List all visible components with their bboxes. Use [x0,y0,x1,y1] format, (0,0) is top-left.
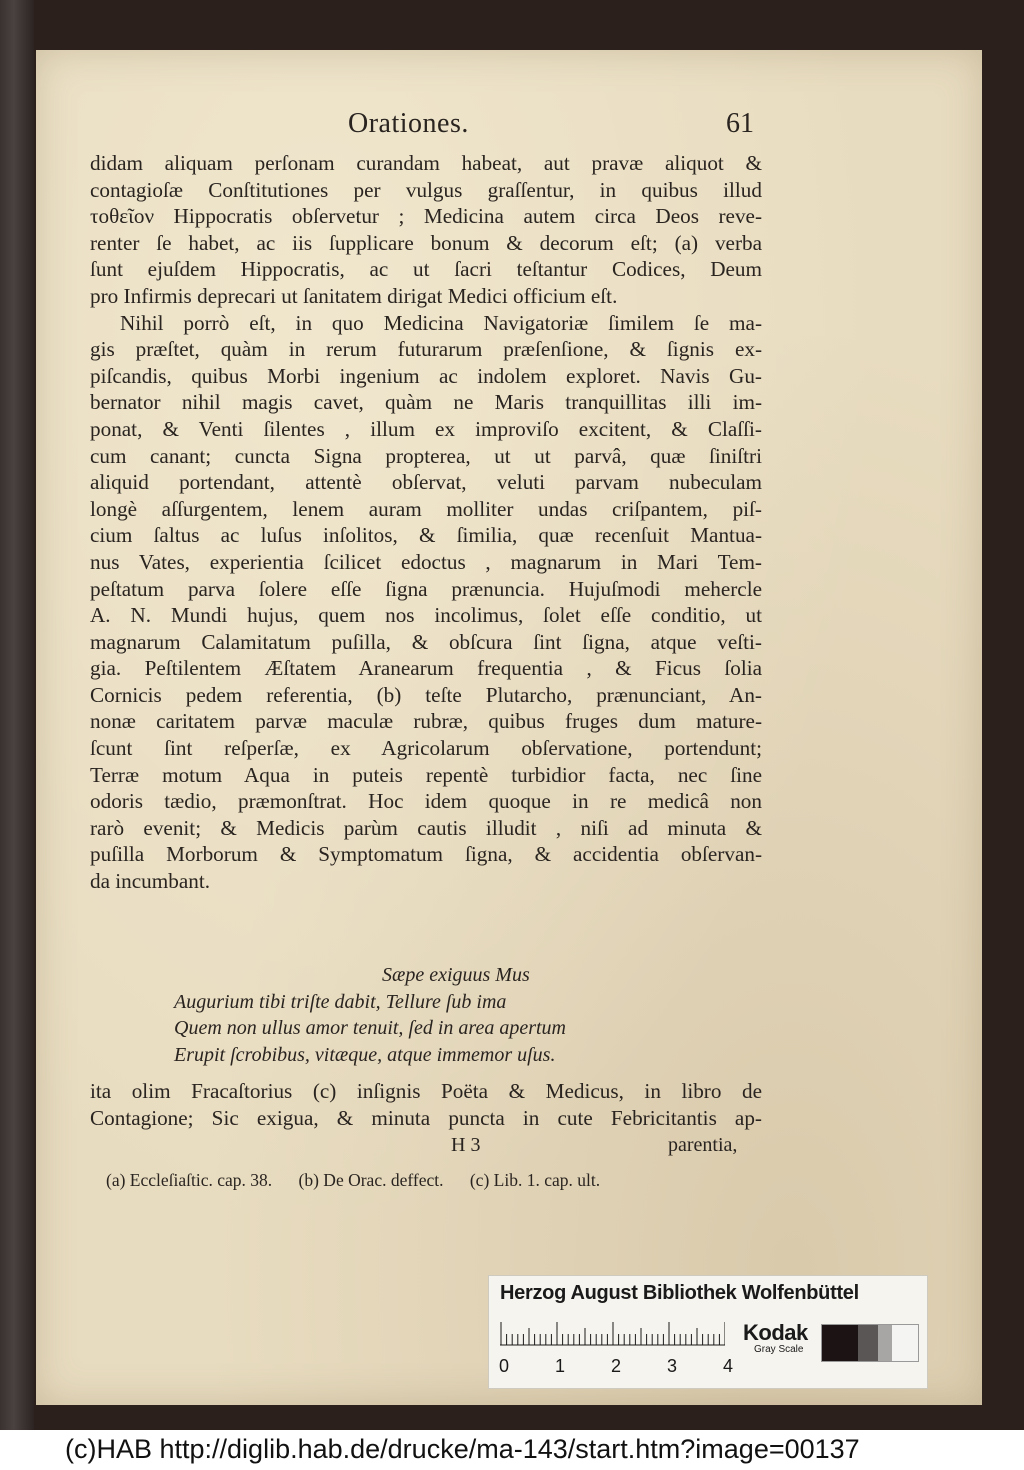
page-number: 61 [726,108,754,139]
binding-strip [0,0,34,1430]
body-text [90,150,762,895]
text-line: ita olim Fracaſtorius (c) inſignis Poëta & Medicus, in libro de [90,1079,762,1103]
text-line: nus Vates, experientia ſcilicet edoctus , magnarum in Mari Tem- [90,549,762,574]
ruler-number: 4 [723,1356,734,1376]
text-line: ponat, & Venti ſilentes , illum ex improviſo excitent, & Claſſi- [90,416,762,441]
text-line: nonæ caritatem parvæ maculæ rubræ, quibus fruges dum mature- [90,709,762,734]
gray-swatches [821,1324,919,1362]
copyright-url: (c)HAB http://diglib.hab.de/drucke/ma-143/start.htm?image=00137 [65,1434,860,1464]
swatch-light-gray [878,1325,892,1361]
text-line: piſcandis, quibus Morbi ingenium ac indolem exploret. Navis Gu- [90,363,762,388]
gray-scale-label: Gray Scale [754,1344,804,1355]
ruler-number: 1 [555,1356,566,1376]
verse-line: Erupit ſcrobibus, vitæque, atque immemor uſus. [174,1043,556,1066]
text-line: gis præſtet, quàm in rerum futurarum præſenſione, & ſignis ex- [90,337,762,362]
kodak-logo: Kodak [743,1320,808,1345]
text-line: magnarum Calamitatum puſilla, & obſcura ſint ſigna, atque veſti- [90,629,762,654]
library-color-target [488,1275,928,1389]
footnote-c: (c) Lib. 1. cap. ult. [469,1170,601,1190]
footnote-a: (a) Eccleſiaſtic. cap. 38. [106,1170,273,1190]
text-line: ſcunt ſint reſperſæ, ex Agricolarum obſervatione, portendunt; [90,736,762,761]
text-line: longè aſſurgentem, lenem auram molliter undas criſpantem, piſ- [90,496,762,521]
signature-row [36,1134,982,1160]
text-line: puſilla Morborum & Symptomatum ſigna, & accidentia obſervan- [90,842,762,867]
text-line: peſtatum parva ſolere eſſe ſigna prænuncia. Hujuſmodi mehercle [90,576,762,601]
text-line: didam aliquam perſonam curandam habeat, aut pravæ aliquot & [90,151,762,175]
text-line: bernator nihil magis cavet, quàm ne Maris tranquillitas illi im- [90,390,762,415]
verse-line: Quem non ullus amor tenuit, ſed in area apertum [174,1017,567,1039]
text-line: gia. Peſtilentem Æſtatem Aranearum frequentia , & Ficus ſolia [90,656,762,681]
ruler-scale [500,1320,725,1346]
text-line: Terræ motum Aqua in puteis repentè turbidior facta, nec ſine [90,762,762,787]
library-name: Herzog August Bibliothek Wolfenbüttel [500,1282,859,1304]
catchword: parentia, [668,1134,738,1156]
signature-mark: H 3 [451,1134,481,1156]
paragraph-1 [90,150,762,310]
ruler-numbers [495,1356,735,1378]
text-line: da incumbant. [90,869,211,894]
verse-quotation [174,962,566,1068]
text-line: Nihil porrò eſt, in quo Medicina Navigatoriæ ſimilem ſe ma- [120,310,762,335]
verse-line: Sæpe exiguus Mus [382,964,530,986]
swatch-dark-gray [858,1325,878,1361]
swatch-black [822,1325,858,1361]
text-line: cium ſaltus ac luſus inſolitos, & ſimilia, quæ recenſuit Mantua- [90,523,762,548]
text-line: A. N. Mundi hujus, quem nos incolimus, ſolet eſſe conditio, ut [90,603,762,628]
text-line: aliquid portendant, attentè obſervat, veluti parvam nubeculam [90,470,762,495]
text-line: odoris tædio, præmonſtrat. Hoc idem quoque in re medicâ non [90,789,762,814]
footnote-b: (b) De Orac. deffect. [298,1170,444,1190]
text-line: contagioſæ Conſtitutiones per vulgus graſſentur, in quibus illud [90,177,762,202]
text-line: ſunt ejuſdem Hippocratis, ac ut ſacri teſtantur Codices, Deum [90,257,762,282]
paragraph-3 [90,1078,762,1131]
running-head: Orationes. [348,108,469,139]
text-line: renter ſe habet, ac iis ſupplicare bonum & decorum eſt; (a) verba [90,230,762,255]
paragraph-2 [90,310,762,895]
verse-line: Augurium tibi triſte dabit, Tellure ſub ima [174,990,507,1013]
text-line: rarò evenit; & Medicis parùm cautis illudit , niſi ad minuta & [90,815,762,840]
text-line: pro Infirmis deprecari ut ſanitatem dirigat Medici officium eſt. [90,283,618,308]
page-header [36,108,982,148]
text-line: cum canant; cuncta Signa propterea, ut ut parvâ, quæ ſiniſtri [90,443,762,468]
book-page [36,50,982,1405]
swatch-white [892,1325,918,1361]
ruler-number: 3 [667,1356,678,1376]
text-line: Cornicis pedem referentia, (b) teſte Plutarcho, prænunciant, An- [90,682,762,707]
footnotes [106,1170,622,1191]
text-line: τοθεῖον Hippocratis obſervetur ; Medicina autem circa Deos reve- [90,204,762,229]
ruler-number: 0 [499,1356,510,1376]
footer-bar [0,1430,1024,1470]
text-line: Contagione; Sic exigua, & minuta puncta in cute Febricitantis ap- [90,1105,762,1130]
ruler-number: 2 [611,1356,622,1376]
